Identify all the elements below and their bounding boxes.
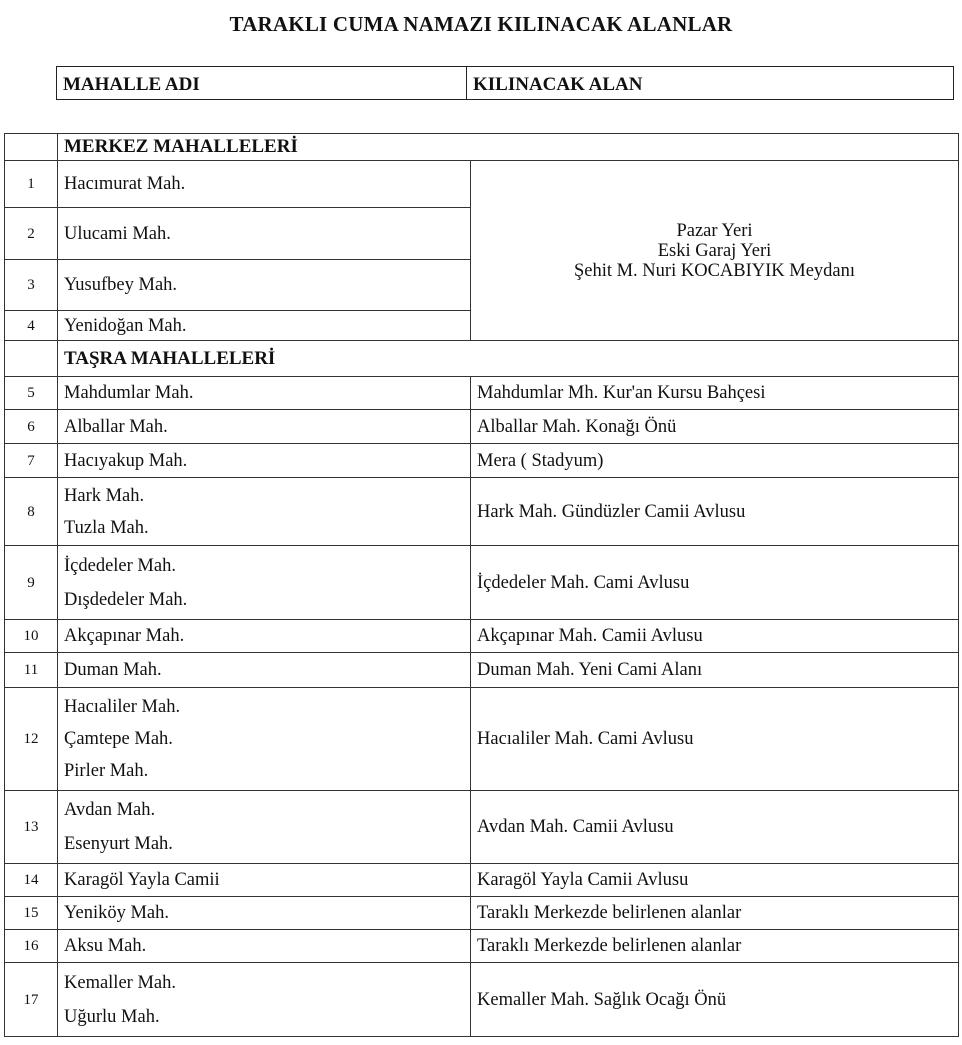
mahalle-name: Dışdedeler Mah. xyxy=(64,589,188,610)
table-row xyxy=(5,444,959,478)
prayer-locations-table xyxy=(4,133,959,1037)
mahalle-name: Hacıaliler Mah. xyxy=(64,697,181,717)
mahalle-name: Pirler Mah. xyxy=(64,761,149,781)
section-row-merkez xyxy=(5,134,959,161)
table-row xyxy=(5,546,959,620)
mahalle-cell xyxy=(58,930,471,963)
section-row-tasra xyxy=(5,341,959,377)
section-heading-tasra: TAŞRA MAHALLELERİ xyxy=(58,341,959,377)
table-row xyxy=(5,620,959,653)
mahalle-name: Karagöl Yayla Camii xyxy=(64,870,220,890)
table-row xyxy=(5,688,959,791)
mahalle-cell xyxy=(58,963,471,1037)
mahalle-cell xyxy=(58,620,471,653)
row-number: 4 xyxy=(5,311,58,341)
row-number: 6 xyxy=(5,410,58,444)
mahalle-name: Hacıyakup Mah. xyxy=(64,450,188,471)
alan-line: Eski Garaj Yeri xyxy=(657,240,772,261)
mahalle-name: Çamtepe Mah. xyxy=(64,729,173,749)
mahalle-name: Hacımurat Mah. xyxy=(58,161,471,208)
row-number: 2 xyxy=(5,208,58,260)
merkez-alan-cell xyxy=(471,161,959,341)
table-row xyxy=(5,930,959,963)
header-kilinacak-alan: KILINACAK ALAN xyxy=(473,74,643,95)
row-number: 11 xyxy=(5,653,58,688)
mahalle-name: Yeniköy Mah. xyxy=(64,903,170,923)
mahalle-name: Kemaller Mah. xyxy=(64,972,176,993)
mahalle-cell xyxy=(58,653,471,688)
mahalle-cell xyxy=(58,791,471,864)
mahalle-cell xyxy=(58,897,471,930)
mahalle-name: İçdedeler Mah. xyxy=(64,555,176,576)
table-row xyxy=(5,897,959,930)
row-number: 12 xyxy=(5,688,58,791)
mahalle-name: Aksu Mah. xyxy=(64,936,147,956)
alan-cell: İçdedeler Mah. Cami Avlusu xyxy=(471,546,959,620)
mahalle-name: Alballar Mah. xyxy=(64,416,168,437)
alan-line: Şehit M. Nuri KOCABIYIK Meydanı xyxy=(573,260,856,281)
document-title: TARAKLI CUMA NAMAZI KILINACAK ALANLAR xyxy=(229,12,733,36)
row-number: 5 xyxy=(5,377,58,410)
mahalle-name: Mahdumlar Mah. xyxy=(64,383,194,403)
row-number: 3 xyxy=(5,260,58,311)
alan-cell: Mahdumlar Mh. Kur'an Kursu Bahçesi xyxy=(471,377,959,410)
alan-cell: Avdan Mah. Camii Avlusu xyxy=(471,791,959,864)
mahalle-name: Uğurlu Mah. xyxy=(64,1006,160,1027)
table-row xyxy=(5,791,959,864)
section-heading-merkez: MERKEZ MAHALLELERİ xyxy=(58,134,959,161)
alan-cell: Alballar Mah. Konağı Önü xyxy=(471,410,959,444)
header-mahalle-adi: MAHALLE ADI xyxy=(57,67,467,99)
mahalle-cell xyxy=(58,688,471,791)
table-row xyxy=(5,377,959,410)
section-number-cell xyxy=(5,341,58,377)
mahalle-name: Avdan Mah. xyxy=(64,800,156,820)
alan-cell: Taraklı Merkezde belirlenen alanlar xyxy=(471,897,959,930)
mahalle-name: Akçapınar Mah. xyxy=(64,626,185,646)
mahalle-cell xyxy=(58,410,471,444)
section-number-cell xyxy=(5,134,58,161)
row-number: 9 xyxy=(5,546,58,620)
table-row xyxy=(5,478,959,546)
alan-line: Pazar Yeri xyxy=(676,220,753,241)
alan-cell: Taraklı Merkezde belirlenen alanlar xyxy=(471,930,959,963)
mahalle-cell xyxy=(58,377,471,410)
alan-cell: Karagöl Yayla Camii Avlusu xyxy=(471,864,959,897)
mahalle-cell xyxy=(58,478,471,546)
mahalle-name: Hark Mah. xyxy=(64,485,145,506)
table-row xyxy=(5,963,959,1037)
alan-cell: Mera ( Stadyum) xyxy=(471,444,959,478)
alan-cell: Kemaller Mah. Sağlık Ocağı Önü xyxy=(471,963,959,1037)
mahalle-name: Yusufbey Mah. xyxy=(58,260,471,311)
mahalle-cell xyxy=(58,546,471,620)
table-row xyxy=(5,161,959,208)
row-number: 8 xyxy=(5,478,58,546)
alan-cell: Hacıaliler Mah. Cami Avlusu xyxy=(471,688,959,791)
table-row xyxy=(5,653,959,688)
alan-cell: Duman Mah. Yeni Cami Alanı xyxy=(471,653,959,688)
alan-cell: Hark Mah. Gündüzler Camii Avlusu xyxy=(471,478,959,546)
mahalle-name: Tuzla Mah. xyxy=(64,517,149,538)
row-number: 16 xyxy=(5,930,58,963)
mahalle-name: Ulucami Mah. xyxy=(58,208,471,260)
mahalle-cell xyxy=(58,444,471,478)
row-number: 13 xyxy=(5,791,58,864)
mahalle-name: Yenidoğan Mah. xyxy=(58,311,471,341)
row-number: 15 xyxy=(5,897,58,930)
row-number: 1 xyxy=(5,161,58,208)
alan-cell: Akçapınar Mah. Camii Avlusu xyxy=(471,620,959,653)
row-number: 14 xyxy=(5,864,58,897)
row-number: 10 xyxy=(5,620,58,653)
row-number: 17 xyxy=(5,963,58,1037)
column-header-table xyxy=(56,66,954,100)
mahalle-name: Esenyurt Mah. xyxy=(64,834,173,854)
mahalle-cell xyxy=(58,864,471,897)
table-row xyxy=(5,864,959,897)
row-number: 7 xyxy=(5,444,58,478)
mahalle-name: Duman Mah. xyxy=(64,660,162,680)
table-row xyxy=(5,410,959,444)
